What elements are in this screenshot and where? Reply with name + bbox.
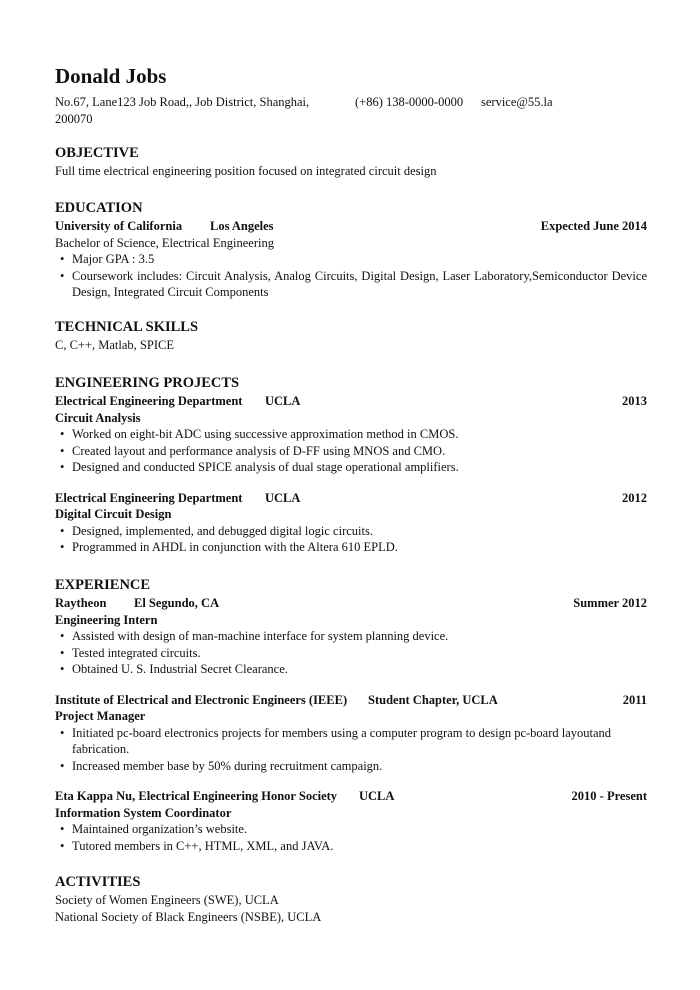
- project-entry: [55, 490, 647, 556]
- list-item: • Tested integrated circuits.: [60, 645, 201, 660]
- experience-bullets: [55, 725, 647, 775]
- section-title-projects: ENGINEERING PROJECTS: [55, 375, 240, 391]
- project-role: Digital Circuit Design: [55, 507, 172, 521]
- project-date: 2013: [622, 394, 647, 408]
- experience-location: El Segundo, CA: [134, 596, 220, 610]
- list-item: • Designed, implemented, and debugged digital logic circuits.: [60, 523, 373, 538]
- experience-date: 2010 - Present: [571, 789, 647, 803]
- experience-header-row: [55, 692, 647, 709]
- section-title-experience: EXPERIENCE: [55, 577, 151, 593]
- bullet-icon: •: [60, 645, 65, 660]
- experience-role: Engineering Intern: [55, 612, 158, 627]
- list-item: • Major GPA : 3.5: [60, 252, 155, 266]
- experience-date: Summer 2012: [573, 596, 647, 610]
- address-line-1: No.67, Lane123 Job Road,, Job District, Shanghai,: [55, 95, 310, 109]
- experience-location: UCLA: [359, 789, 395, 803]
- project-bullets: [55, 426, 647, 476]
- bullet-icon: •: [60, 662, 65, 676]
- experience-org: Institute of Electrical and Electronic Engineers (IEEE): [55, 692, 348, 707]
- bullet-icon: •: [60, 427, 65, 441]
- activity-item: National Society of Black Engineers (NSBE), UCLA: [55, 909, 322, 924]
- candidate-name: Donald Jobs: [55, 64, 167, 88]
- project-org: Electrical Engineering Department: [55, 394, 243, 408]
- list-item: • Tutored members in C++, HTML, XML, and JAVA.: [60, 838, 334, 853]
- project-location: UCLA: [265, 490, 301, 505]
- experience-entry: [55, 788, 647, 854]
- objective-text: Full time electrical engineering position focused on integrated circuit design: [55, 164, 437, 178]
- list-item: • Created layout and performance analysis of D-FF using MNOS and CMO.: [60, 443, 446, 458]
- list-item: • Worked on eight-bit ADC using successive approximation method in CMOS.: [60, 427, 459, 441]
- section-title-skills: TECHNICAL SKILLS: [55, 319, 199, 335]
- project-entry: [55, 393, 647, 476]
- list-item: • Increased member base by 50% during recruitment campaign.: [60, 758, 383, 773]
- project-org: Electrical Engineering Department: [55, 490, 243, 505]
- education-header-row: [55, 218, 647, 235]
- experience-entry: [55, 595, 647, 678]
- experience-role: Information System Coordinator: [55, 805, 232, 820]
- skills-text: C, C++, Matlab, SPICE: [55, 338, 174, 352]
- experience-entry: [55, 692, 647, 775]
- objective-section: [55, 144, 647, 180]
- section-title-activities: ACTIVITIES: [55, 874, 141, 890]
- experience-bullets: [55, 821, 647, 854]
- bullet-icon: •: [60, 523, 65, 538]
- experience-section: [55, 576, 647, 868]
- address: [55, 94, 325, 127]
- list-item: • Initiated pc-board electronics projects for members using a computer program to design pc-board layoutand fabrication.: [60, 725, 612, 756]
- bullet-icon: •: [60, 460, 65, 474]
- bullet-icon: •: [60, 252, 65, 266]
- school-location: Los Angeles: [210, 219, 274, 233]
- project-bullets: [55, 523, 647, 556]
- bullet-icon: •: [60, 443, 65, 458]
- experience-role: Project Manager: [55, 709, 146, 723]
- list-item: • Designed and conducted SPICE analysis of dual stage operational amplifiers.: [60, 460, 459, 474]
- section-title-education: EDUCATION: [55, 200, 143, 216]
- list-item: • Assisted with design of man-machine interface for system planning device.: [60, 629, 449, 643]
- experience-location: Student Chapter, UCLA: [368, 692, 498, 707]
- bullet-icon: •: [60, 725, 65, 740]
- experience-header-row: [55, 788, 647, 805]
- list-item: • Obtained U. S. Industrial Secret Clearance.: [60, 662, 288, 676]
- bullet-icon: •: [60, 268, 65, 283]
- bullet-icon: •: [60, 540, 65, 554]
- project-location: UCLA: [265, 394, 301, 408]
- project-header-row: [55, 490, 647, 507]
- education-date: Expected June 2014: [540, 219, 647, 233]
- project-role: Circuit Analysis: [55, 410, 141, 425]
- experience-bullets: [55, 628, 647, 678]
- phone: (+86) 138-0000-0000: [355, 95, 464, 109]
- bullet-icon: •: [60, 629, 65, 643]
- email: service@55.la: [481, 95, 553, 109]
- experience-header-row: [55, 595, 647, 612]
- list-item: • Programmed in AHDL in conjunction with the Altera 610 EPLD.: [60, 540, 398, 554]
- section-title-objective: OBJECTIVE: [55, 145, 139, 161]
- list-item: • Coursework includes: Circuit Analysis, Analog Circuits, Digital Design, Laser Laboratory,Semiconductor Device Design, Integrated Circuit Components: [60, 268, 647, 299]
- degree: Bachelor of Science, Electrical Engineering: [55, 235, 274, 250]
- bullet-icon: •: [60, 822, 65, 836]
- project-header-row: [55, 393, 647, 410]
- skills-section: [55, 318, 647, 354]
- address-line-2: 200070: [55, 111, 93, 126]
- project-date: 2012: [622, 490, 647, 505]
- list-item: • Maintained organization’s website.: [60, 822, 248, 836]
- education-section: [55, 199, 647, 301]
- experience-org: Raytheon: [55, 596, 107, 610]
- activities-section: [55, 873, 647, 925]
- education-bullets: [55, 251, 647, 301]
- bullet-icon: •: [60, 838, 65, 853]
- school-name: University of California: [55, 219, 183, 233]
- experience-org: Eta Kappa Nu, Electrical Engineering Honor Society: [55, 789, 338, 803]
- bullet-icon: •: [60, 758, 65, 773]
- activity-item: Society of Women Engineers (SWE), UCLA: [55, 893, 279, 907]
- experience-date: 2011: [622, 692, 647, 707]
- projects-section: [55, 374, 647, 570]
